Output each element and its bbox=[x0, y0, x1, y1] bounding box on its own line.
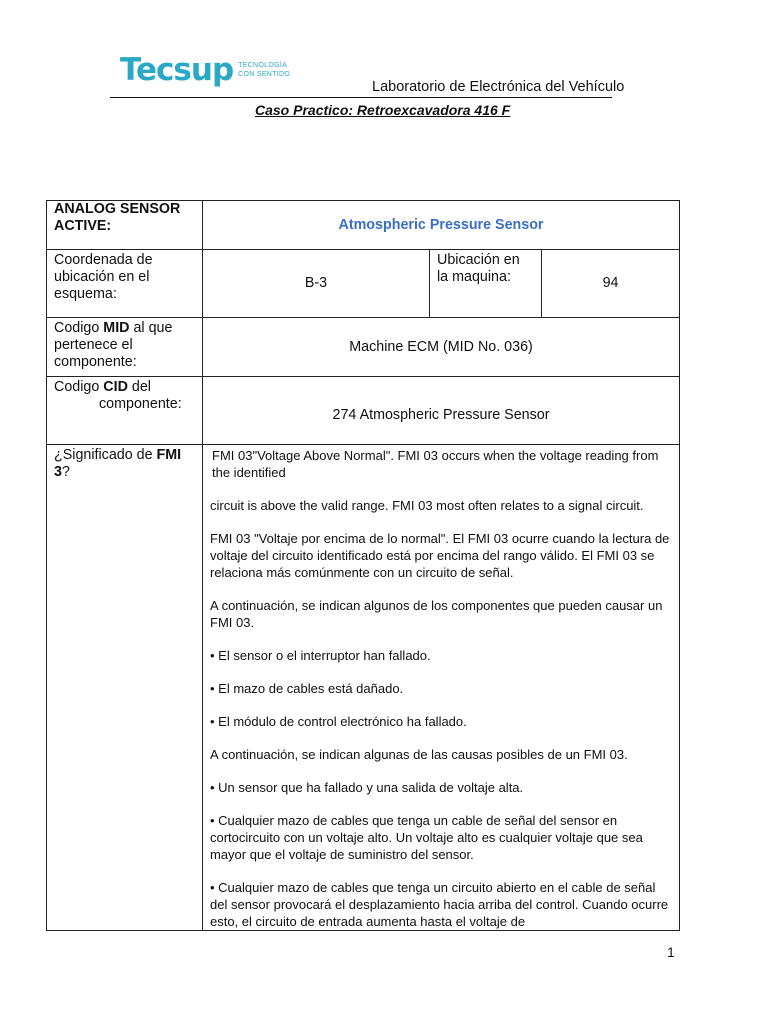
table-row bbox=[47, 318, 680, 377]
table-row bbox=[47, 201, 680, 250]
location-label: Ubicación en la maquina: bbox=[430, 250, 542, 318]
coordinate-label: Coordenada de ubicación en el esquema: bbox=[47, 250, 203, 318]
cid-value: 274 Atmospheric Pressure Sensor bbox=[203, 377, 680, 445]
lab-title: Laboratorio de Electrónica del Vehículo bbox=[372, 79, 625, 95]
fmi-paragraph: A continuación, se indican algunas de las causas posibles de un FMI 03. bbox=[210, 747, 628, 762]
fmi-paragraph: • El sensor o el interruptor han fallado. bbox=[210, 648, 431, 663]
fmi-paragraph: • El módulo de control electrónico ha fallado. bbox=[210, 714, 467, 729]
header-rule bbox=[110, 97, 612, 98]
mid-value: Machine ECM (MID No. 036) bbox=[203, 318, 680, 377]
table-row bbox=[47, 250, 680, 318]
fmi-paragraph: FMI 03 "Voltaje por encima de lo normal". El FMI 03 ocurre cuando la lectura de voltaje del circuito identificado está por encima del rango válido. El FMI 03 se relaciona más comúnmente con un circuito de señal. bbox=[210, 531, 670, 580]
fmi-paragraph: • Un sensor que ha fallado y una salida de voltaje alta. bbox=[210, 780, 524, 795]
cid-label: Codigo CID del componente: bbox=[47, 377, 203, 445]
fmi-paragraph: • El mazo de cables está dañado. bbox=[210, 681, 404, 696]
logo-tagline-line1: TECNOLOGÍA bbox=[238, 62, 288, 69]
page-number: 1 bbox=[667, 944, 675, 960]
tecsup-logo bbox=[120, 52, 290, 88]
fmi-description bbox=[203, 445, 680, 931]
logo-tagline bbox=[238, 61, 290, 79]
sensor-type-label: ANALOG SENSOR ACTIVE: bbox=[47, 201, 203, 250]
fmi-paragraph: A continuación, se indican algunos de los componentes que pueden causar un FMI 03. bbox=[210, 598, 663, 630]
fmi-label: ¿Significado de FMI 3? bbox=[47, 445, 203, 931]
fmi-paragraph: circuit is above the valid range. FMI 03 most often relates to a signal circuit. bbox=[210, 498, 644, 513]
location-value: 94 bbox=[542, 250, 680, 318]
coordinate-value: B-3 bbox=[203, 250, 430, 318]
logo-tagline-line2: CON SENTIDO bbox=[238, 71, 291, 78]
fmi-paragraph: • Cualquier mazo de cables que tenga un circuito abierto en el cable de señal del sensor provocará el desplazamiento hacia arriba del control. Cuando ocurre esto, el circuito de entrada aumenta hasta el voltaje de bbox=[210, 880, 669, 929]
sensor-info-table bbox=[46, 200, 680, 931]
mid-label: Codigo MID al que pertenece el componente: bbox=[47, 318, 203, 377]
logo-wordmark: Tecsup bbox=[120, 51, 234, 88]
table-row bbox=[47, 377, 680, 445]
sensor-name: Atmospheric Pressure Sensor bbox=[203, 201, 680, 250]
case-title: Caso Practico: Retroexcavadora 416 F bbox=[255, 102, 511, 118]
fmi-paragraph: FMI 03"Voltage Above Normal". FMI 03 occurs when the voltage reading from the identified bbox=[212, 448, 659, 480]
table-row bbox=[47, 445, 680, 931]
fmi-paragraph: • Cualquier mazo de cables que tenga un cable de señal del sensor en cortocircuito con un voltaje alto. Un voltaje alto es cualquier voltaje que sea mayor que el voltaje de suministro del sensor. bbox=[210, 813, 643, 862]
